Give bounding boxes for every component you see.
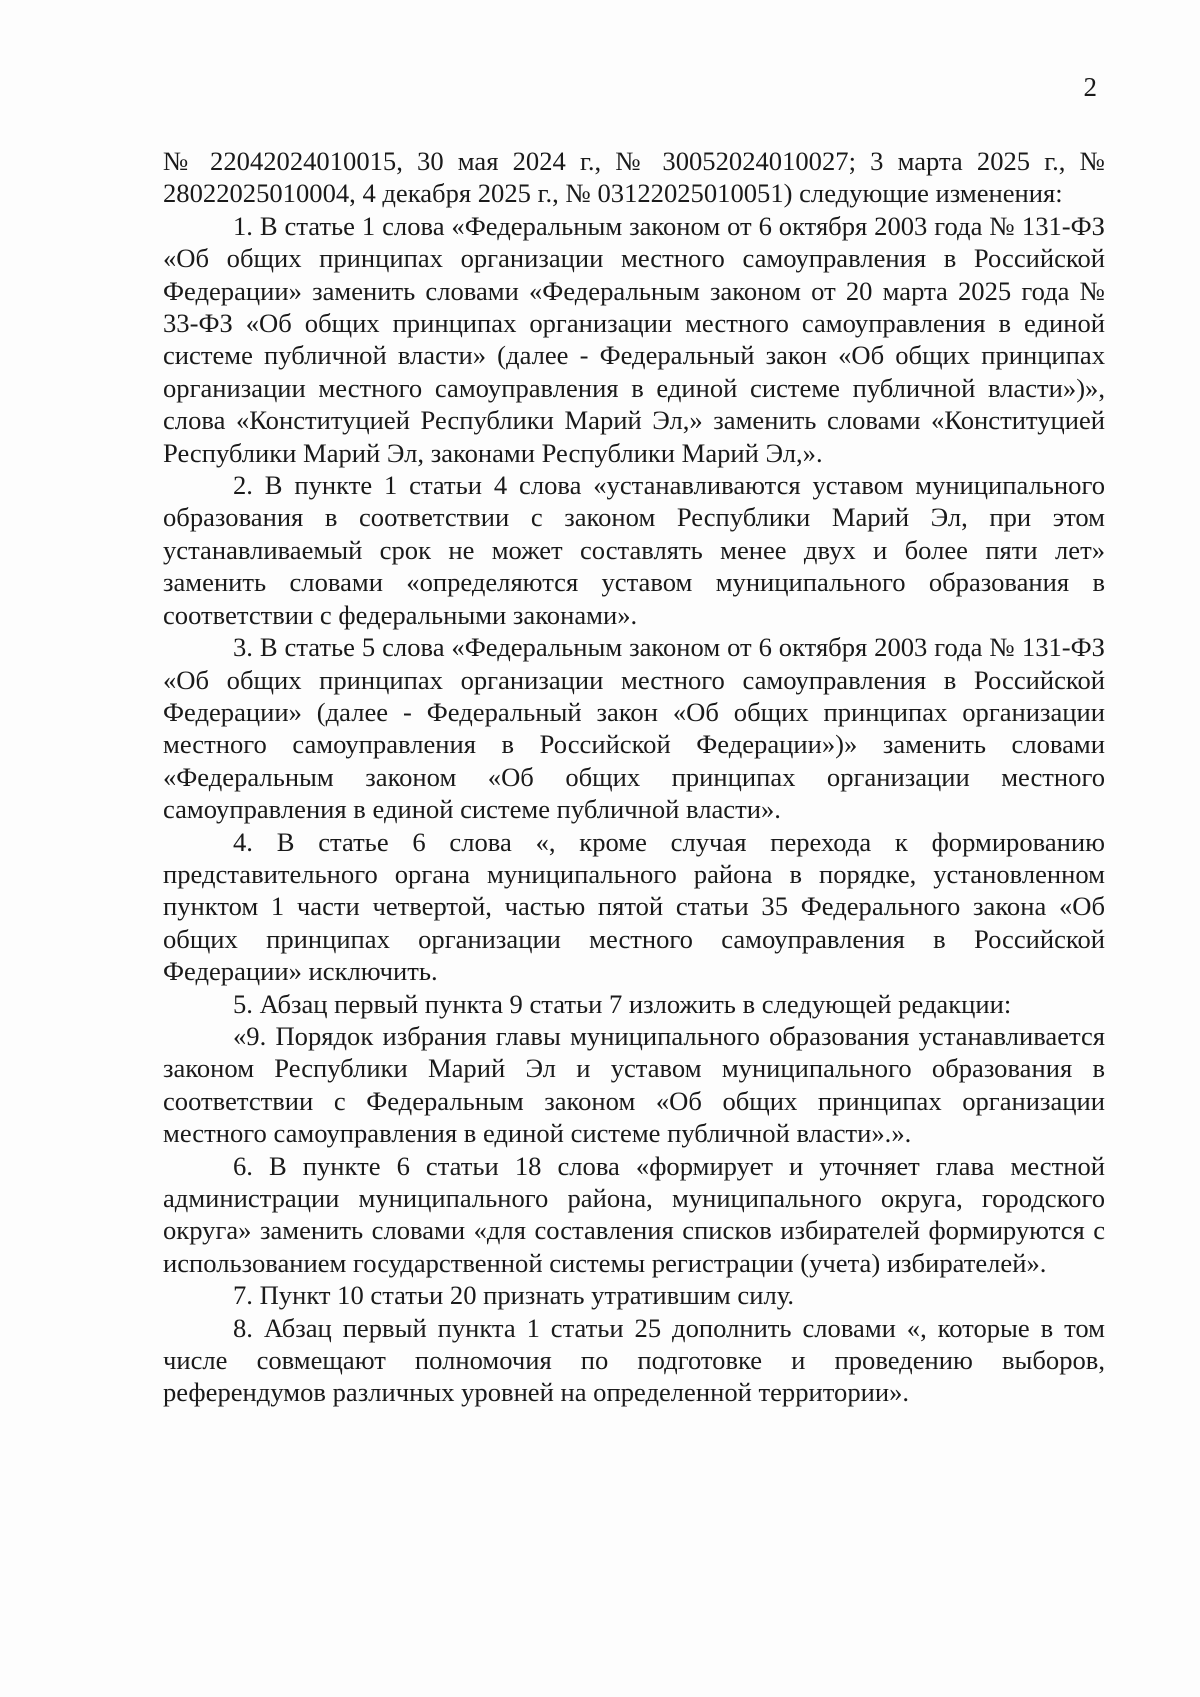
paragraph-item-2: 2. В пункте 1 статьи 4 слова «устанавливаются уставом муниципального образования в соответствии с законом Республики Марий Эл, при этом устанавливаемый срок не может составлять менее двух и более пяти лет» заменить словами «определяются уставом муниципального образования в соответствии с федеральными законами». (163, 470, 1105, 630)
paragraph-quoted-redaction: «9. Порядок избрания главы муниципального образования устанавливается законом Республики Марий Эл и уставом муниципального образования в соответствии с Федеральным законом «Об общих принципах организации местного самоуправления в единой системе публичной власти».». (163, 1020, 1105, 1149)
paragraph-item-5: 5. Абзац первый пункта 9 статьи 7 изложить в следующей редакции: (233, 988, 1012, 1019)
paragraph-item-8: 8. Абзац первый пункта 1 статьи 25 дополнить словами «, которые в том числе совмещают полномочия по подготовке и проведению выборов, референдумов различных уровней на определенной территории». (163, 1312, 1105, 1408)
paragraph-item-3: 3. В статье 5 слова «Федеральным законом от 6 октября 2003 года № 131-ФЗ «Об общих принципах организации местного самоуправления в Российской Федерации» (далее - Федеральный закон «Об общих принципах организации местного самоуправления в Российской Федерации»)» заменить словами «Федеральным законом «Об общих принципах организации местного самоуправления в единой системе публичной власти». (163, 632, 1105, 825)
paragraph-continuation: № 22042024010015, 30 мая 2024 г., № 30052024010027; 3 марта 2025 г., № 28022025010004, 4 декабря 2025 г., № 03122025010051) следующие изменения: (163, 146, 1105, 209)
paragraph-item-7: 7. Пункт 10 статьи 20 признать утратившим силу. (233, 1280, 794, 1311)
document-body (163, 145, 1105, 1409)
paragraph-item-6: 6. В пункте 6 статьи 18 слова «формирует и уточняет глава местной администрации муниципального района, муниципального округа, городского округа» заменить словами «для составления списков избирателей формируются с использованием государственной системы регистрации (учета) избирателей». (163, 1150, 1105, 1278)
paragraph-item-1: 1. В статье 1 слова «Федеральным законом от 6 октября 2003 года № 131-ФЗ «Об общих принципах организации местного самоуправления в Российской Федерации» заменить словами «Федеральным законом от 20 марта 2025 года № 33-ФЗ «Об общих принципах организации местного самоуправления в единой системе публичной власти» (далее - Федеральный закон «Об общих принципах организации местного самоуправления в единой системе публичной власти»)», слова «Конституцией Республики Марий Эл,» заменить словами «Конституцией Республики Марий Эл, законами Республики Марий Эл,». (163, 210, 1105, 468)
page-number: 2 (1083, 72, 1097, 102)
paragraph-item-4: 4. В статье 6 слова «, кроме случая перехода к формированию представительного органа муниципального района в порядке, установленном пунктом 1 части четвертой, частью пятой статьи 35 Федерального закона «Об общих принципах организации местного самоуправления в Российской Федерации» исключить. (163, 826, 1105, 987)
